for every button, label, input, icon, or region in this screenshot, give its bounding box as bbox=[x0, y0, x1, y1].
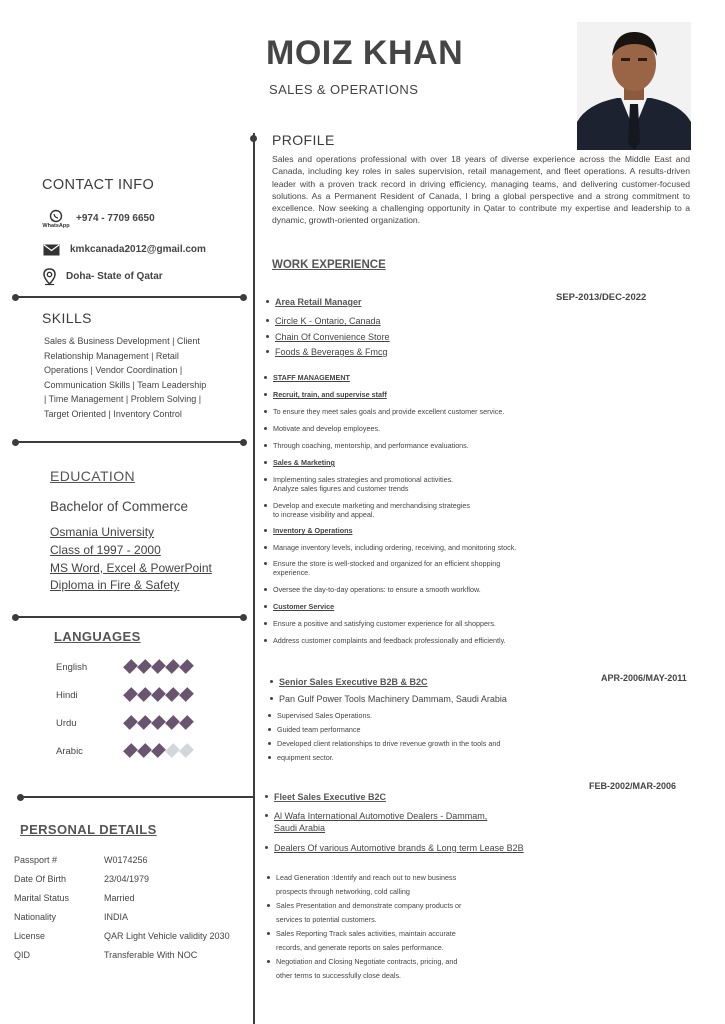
divider-dot bbox=[240, 294, 247, 301]
timeline-dot bbox=[250, 135, 257, 142]
language-rating bbox=[125, 689, 192, 700]
section-heading: Recruit, train, and supervise staff bbox=[273, 390, 387, 399]
duty-item: Sales Presentation and demonstrate company products or bbox=[276, 901, 462, 910]
section-heading: Sales & Marketing bbox=[273, 458, 335, 467]
job-title: Senior Sales Executive B2B & B2C bbox=[279, 677, 428, 687]
duty-item: Develop and execute marketing and merchandising strategies bbox=[273, 501, 470, 510]
vertical-divider bbox=[253, 133, 255, 1024]
duty-item: Negotiation and Closing Negotiate contracts, pricing, and bbox=[276, 957, 458, 966]
job-title: Area Retail Manager bbox=[275, 297, 362, 307]
skills-line: Sales & Business Development | Client bbox=[44, 336, 200, 346]
rating-diamond-filled bbox=[151, 659, 166, 674]
personal-label: Marital Status bbox=[14, 893, 70, 903]
duty-item: services to potential customers. bbox=[276, 915, 377, 924]
location-pin-icon bbox=[43, 268, 56, 291]
education-item: Osmania University bbox=[50, 525, 155, 539]
rating-diamond-filled bbox=[123, 659, 138, 674]
language-rating bbox=[125, 661, 192, 672]
personal-label: Nationality bbox=[14, 912, 57, 922]
skills-line: | Time Management | Problem Solving | bbox=[44, 394, 202, 405]
education-item: Class of 1997 - 2000 bbox=[50, 543, 161, 557]
rating-diamond-filled bbox=[137, 743, 152, 758]
job-dealers: Dealers Of various Automotive brands & Long term Lease B2B bbox=[274, 843, 524, 853]
rating-diamond-empty bbox=[179, 743, 194, 758]
duty-item: Address customer complaints and feedback professionally and efficiently. bbox=[273, 636, 506, 645]
divider-dot bbox=[240, 439, 247, 446]
skills-line: Operations | Vendor Coordination | bbox=[44, 365, 183, 376]
rating-diamond-filled bbox=[179, 715, 194, 730]
duty-item: Through coaching, mentorship, and performance evaluations. bbox=[273, 441, 469, 450]
whatsapp-label: WhatsApp bbox=[42, 223, 70, 229]
duty-item: Manage inventory levels, including ordering, receiving, and monitoring stock. bbox=[273, 543, 517, 552]
skills-line: Communication Skills | Team Leadership bbox=[44, 379, 207, 390]
education-item: Diploma in Fire & Safety bbox=[50, 578, 180, 592]
duty-item: Implementing sales strategies and promotional activities. bbox=[273, 475, 454, 484]
personal-value: Transferable With NOC bbox=[104, 950, 198, 960]
personal-value: Married bbox=[104, 893, 135, 903]
job-org: Saudi Arabia bbox=[274, 823, 326, 833]
section-heading: Customer Service bbox=[273, 602, 335, 611]
rating-diamond-filled bbox=[179, 687, 194, 702]
contact-location: Doha- State of Qatar bbox=[66, 271, 163, 282]
mail-icon bbox=[43, 243, 60, 261]
section-divider bbox=[14, 296, 244, 298]
work-heading: WORK EXPERIENCE bbox=[272, 259, 386, 271]
contact-heading: CONTACT INFO bbox=[42, 177, 155, 193]
job-dates: SEP-2013/DEC-2022 bbox=[556, 292, 647, 303]
job-org: Pan Gulf Power Tools Machinery Dammam, Saudi Arabia bbox=[279, 694, 507, 704]
personal-label: License bbox=[14, 931, 46, 941]
duty-item: Supervised Sales Operations. bbox=[277, 711, 373, 720]
job-org: Al Wafa International Automotive Dealers - Dammam, bbox=[274, 811, 488, 821]
rating-diamond-filled bbox=[165, 715, 180, 730]
rating-diamond-filled bbox=[151, 687, 166, 702]
whatsapp-icon bbox=[38, 206, 74, 232]
rating-diamond-filled bbox=[123, 743, 138, 758]
duty-item: Sales Reporting Track sales activities, maintain accurate bbox=[276, 929, 456, 938]
profile-photo bbox=[577, 22, 691, 150]
section-divider bbox=[14, 441, 244, 443]
duty-item: Developed client relationships to drive revenue growth in the tools and bbox=[277, 739, 501, 748]
duty-item: To ensure they meet sales goals and provide excellent customer service. bbox=[273, 407, 505, 416]
rating-diamond-filled bbox=[123, 687, 138, 702]
profile-heading: PROFILE bbox=[272, 132, 335, 148]
job-dates: FEB-2002/MAR-2006 bbox=[589, 781, 677, 791]
job-org: Chain Of Convenience Store bbox=[275, 332, 390, 342]
duty-item: Ensure the store is well-stocked and organized for an efficient shopping bbox=[273, 559, 501, 568]
education-heading: EDUCATION bbox=[50, 468, 136, 484]
profile-text: Sales and operations professional with over 18 years of diverse experience across the Middle East and Canada, including key roles in sales supervision, retail management, and fleet operations. A results-driven leader with a proven track record in driving efficiency, managing teams, and delivering customer-focused solutions. As a Permanent Resident of Canada, I bring a global perspective and a strong commitment to excellence. Now seeking a challenging opportunity in Qatar to contribute my expertise and leadership to a dynamic, growth-oriented organization. bbox=[272, 154, 690, 226]
duty-item: equipment sector. bbox=[277, 753, 334, 762]
duty-item: Guided team performance bbox=[277, 725, 361, 734]
education-degree: Bachelor of Commerce bbox=[50, 499, 189, 514]
job-dates: APR-2006/MAY-2011 bbox=[601, 673, 687, 683]
duty-item: experience. bbox=[273, 568, 311, 577]
duty-item: Ensure a positive and satisfying customer experience for all shoppers. bbox=[273, 619, 496, 628]
section-divider bbox=[19, 796, 253, 798]
language-name: Hindi bbox=[56, 690, 78, 701]
duty-item: Analyze sales figures and customer trends bbox=[273, 484, 409, 493]
rating-diamond-filled bbox=[165, 659, 180, 674]
duty-item: to increase visibility and appeal. bbox=[273, 510, 375, 519]
duty-item: records, and generate reports on sales performance. bbox=[276, 943, 444, 952]
rating-diamond-filled bbox=[137, 687, 152, 702]
skills-heading: SKILLS bbox=[42, 310, 92, 326]
language-rating bbox=[125, 745, 192, 756]
personal-value: QAR Light Vehicle validity 2030 bbox=[104, 931, 230, 941]
duty-item: other terms to successfully close deals. bbox=[276, 971, 402, 980]
section-heading: Inventory & Operations bbox=[273, 526, 353, 535]
job-org: Circle K - Ontario, Canada bbox=[275, 316, 381, 326]
rating-diamond-filled bbox=[137, 659, 152, 674]
personal-label: Date Of Birth bbox=[14, 874, 67, 884]
skills-line: Target Oriented | Inventory Control bbox=[44, 408, 182, 419]
job-title: Fleet Sales Executive B2C bbox=[274, 792, 387, 802]
divider-dot bbox=[240, 614, 247, 621]
duty-item: Lead Generation :Identify and reach out to new business bbox=[276, 873, 457, 882]
duty-item: prospects through networking, cold calling bbox=[276, 887, 410, 896]
rating-diamond-empty bbox=[165, 743, 180, 758]
rating-diamond-filled bbox=[123, 715, 138, 730]
personal-value: 23/04/1979 bbox=[104, 874, 150, 884]
language-rating bbox=[125, 717, 192, 728]
personal-label: QID bbox=[14, 950, 31, 960]
education-item: MS Word, Excel & PowerPoint bbox=[50, 561, 212, 575]
duty-item: Motivate and develop employees. bbox=[273, 424, 381, 433]
language-name: Urdu bbox=[56, 718, 77, 729]
rating-diamond-filled bbox=[179, 659, 194, 674]
rating-diamond-filled bbox=[151, 743, 166, 758]
candidate-role: SALES & OPERATIONS bbox=[269, 82, 419, 97]
personal-value: INDIA bbox=[104, 912, 129, 922]
candidate-name: MOIZ KHAN bbox=[266, 34, 464, 72]
language-name: Arabic bbox=[56, 746, 83, 757]
personal-label: Passport # bbox=[14, 855, 58, 865]
section-divider bbox=[14, 616, 244, 618]
personal-heading: PERSONAL DETAILS bbox=[20, 822, 157, 837]
languages-heading: LANGUAGES bbox=[54, 629, 141, 644]
contact-phone[interactable]: +974 - 7709 6650 bbox=[76, 213, 155, 224]
skills-line: Relationship Management | Retail bbox=[44, 350, 179, 361]
language-name: English bbox=[56, 662, 88, 673]
personal-value: W0174256 bbox=[104, 855, 148, 865]
section-heading: STAFF MANAGEMENT bbox=[273, 373, 350, 382]
rating-diamond-filled bbox=[137, 715, 152, 730]
rating-diamond-filled bbox=[165, 687, 180, 702]
skills-list bbox=[44, 334, 244, 422]
rating-diamond-filled bbox=[151, 715, 166, 730]
duty-item: Oversee the day-to-day operations: to ensure a smooth workflow. bbox=[273, 585, 481, 594]
contact-email[interactable]: kmkcanada2012@gmail.com bbox=[70, 244, 206, 255]
job-org: Foods & Beverages & Fmcg bbox=[275, 347, 388, 357]
